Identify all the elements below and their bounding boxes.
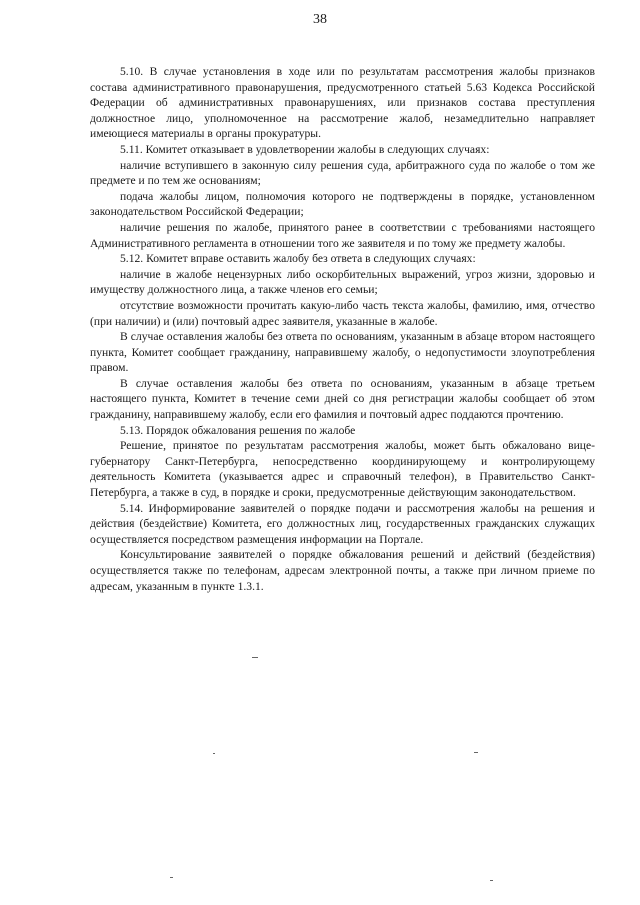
scan-speck	[213, 753, 215, 754]
paragraph-5-13-body: Решение, принятое по результатам рассмотрения жалобы, может быть обжаловано вице-губернатору Санкт-Петербурга, непосредственно координирующему и контролирующему деятельность Комитета (указывается адрес и справочный телефон), в Правительство Санкт-Петербурга, а также в суд, в порядке и сроки, предусмотренные действующим законодательством.	[90, 439, 595, 500]
paragraph-5-14-consulting: Консультирование заявителей о порядке обжалования решений и действий (бездействия) осуществляется также по телефонам, адресам электронной почты, а также при личном приеме по адресам, указанным в пункте 1.3.1.	[90, 548, 595, 593]
scan-speck	[252, 657, 258, 658]
paragraph-5-10: 5.10. В случае установления в ходе или по результатам рассмотрения жалобы признаков состава административного правонарушения, предусмотренного статьей 5.63 Кодекса Российской Федерации об административных правонарушениях, или признаков состава преступления должностное лицо, уполномоченное на рассмотрение жалоб, незамедлительно направляет имеющиеся материалы в органы прокуратуры.	[90, 65, 595, 141]
paragraph-5-12-ground-2: отсутствие возможности прочитать какую-либо часть текста жалобы, фамилию, имя, отчество (при наличии) и (или) почтовый адрес заявителя, указанные в жалобе.	[90, 298, 595, 328]
scan-speck	[490, 880, 493, 881]
paragraph-5-11-ground-2: подача жалобы лицом, полномочия которого не подтверждены в порядке, установленном законодательством Российской Федерации;	[90, 189, 595, 219]
document-body	[90, 64, 595, 594]
paragraph-5-11-ground-3: наличие решения по жалобе, принятого ранее в соответствии с требованиями настоящего Административного регламента в отношении того же заявителя и по тому же предмету жалобы.	[90, 220, 595, 250]
paragraph-5-12-ground-1: наличие в жалобе нецензурных либо оскорбительных выражений, угроз жизни, здоровью и имуществу должностного лица, а также членов его семьи;	[90, 267, 595, 297]
scan-speck	[170, 877, 173, 878]
paragraph-5-14: 5.14. Информирование заявителей о порядке подачи и рассмотрения жалобы на решения и действия (бездействие) Комитета, его должностных лиц, государственных гражданских служащих осуществляется посредством размещения информации на Портале.	[90, 501, 595, 546]
scan-speck	[474, 752, 478, 753]
paragraph-5-13: 5.13. Порядок обжалования решения по жалобе	[120, 423, 356, 437]
page-number: 38	[313, 12, 327, 27]
paragraph-5-12-notice-2: В случае оставления жалобы без ответа по основаниям, указанным в абзаце третьем настоящего пункта, Комитет в течение семи дней со дня регистрации жалобы сообщает об этом гражданину, направившему жалобу, если его фамилия и почтовый адрес поддаются прочтению.	[90, 376, 595, 422]
paragraph-5-12-notice-1: В случае оставления жалобы без ответа по основаниям, указанным в абзаце втором настоящего пункта, Комитет сообщает гражданину, направившему жалобу, о недопустимости злоупотребления правом.	[90, 330, 595, 375]
paragraph-5-12: 5.12. Комитет вправе оставить жалобу без ответа в следующих случаях:	[120, 252, 476, 266]
paragraph-5-11: 5.11. Комитет отказывает в удовлетворении жалобы в следующих случаях:	[120, 142, 490, 156]
paragraph-5-11-ground-1: наличие вступившего в законную силу решения суда, арбитражного суда по жалобе о том же предмете и по тем же основаниям;	[90, 158, 595, 188]
